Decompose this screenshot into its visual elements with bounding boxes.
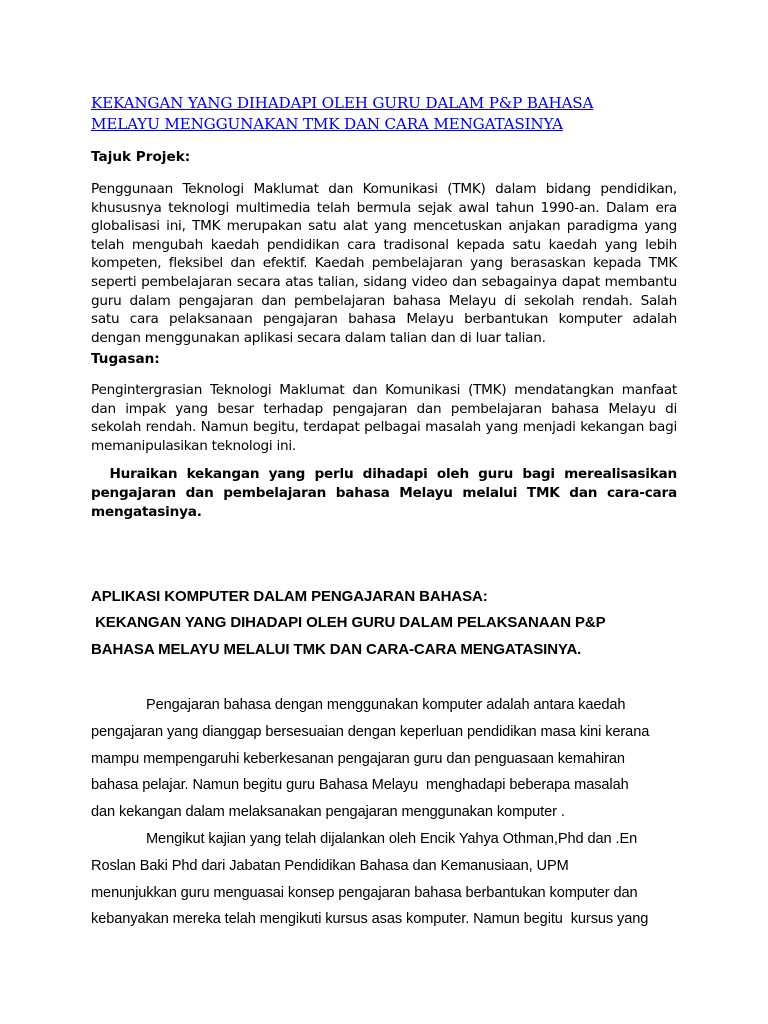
paragraph-line: Penggunaan Teknologi Maklumat dan Komunikasi (TMK) dalam bidang pendidikan, [91, 181, 677, 197]
body-line: Roslan Baki Phd dari Jabatan Pendidikan Bahasa dan Kemanusiaan, UPM [91, 857, 569, 874]
paragraph-line: telah mengubah kaedah pendidikan cara tradisonal kepada satu kaedah yang lebih [91, 236, 677, 253]
paragraph-line: kompeten, fleksibel dan efektif. Kaedah pembelajaran yang berasaskan kepada TMK [91, 255, 677, 272]
title-line-1[interactable]: KEKANGAN YANG DIHADAPI OLEH GURU DALAM P&P BAHASA [91, 94, 594, 112]
body-paragraph-2 [91, 826, 677, 933]
task-question [91, 465, 677, 523]
paragraph-line: Pengintergrasian Teknologi Maklumat dan Komunikasi (TMK) mendatangkan manfaat [91, 382, 677, 398]
body-line: bahasa pelajar. Namun begitu guru Bahasa Melayu menghadapi beberapa masalah [91, 777, 629, 794]
paragraph-line: guru dalam pengajaran dan pembelajaran bahasa Melayu di sekolah rendah. Salah [91, 292, 677, 309]
body-line: Mengikut kajian yang telah dijalankan oleh Encik Yahya Othman,Phd dan .En [146, 831, 638, 847]
body-line: mampu mempengaruhi keberkesanan pengajaran guru dan penguasaan kemahiran [91, 750, 625, 767]
body-line: kebanyakan mereka telah mengikuti kursus asas komputer. Namun begitu kursus yang [91, 911, 649, 928]
paragraph-line: sekolah rendah. Namun begitu, terdapat pelbagai masalah yang menjadi kekangan bagi [91, 419, 677, 436]
document-title-link[interactable] [91, 93, 677, 135]
tajuk-projek-label: Tajuk Projek: [91, 149, 191, 165]
paragraph-line: dengan menggunakan aplikasi secara dalam talian dan di luar talian. [91, 329, 546, 346]
paragraph-line: khususnya teknologi multimedia telah bermula sejak awal tahun 1990-an. Dalam era [91, 199, 677, 216]
paragraph-line: satu cara pelaksanaan pengajaran bahasa Melayu berbantukan komputer adalah [91, 311, 677, 328]
paragraph-line: dan impak yang besar terhadap pengajaran dan pembelajaran bahasa Melayu di [91, 400, 677, 417]
section-heading-line-3: BAHASA MELAYU MELALUI TMK DAN CARA-CARA MENGATASINYA. [91, 641, 582, 658]
tugasan-paragraph [91, 381, 677, 455]
task-line: pengajaran dan pembelajaran bahasa Melayu melalui TMK dan cara-cara [91, 485, 677, 502]
paragraph-line: seperti pembelajaran secara atas talian, sidang video dan sebagainya dapat membantu [91, 273, 677, 290]
body-line: dan kekangan dalam melaksanakan pengajaran menggunakan komputer . [91, 804, 565, 821]
body-line: Pengajaran bahasa dengan menggunakan komputer adalah antara kaedah [146, 697, 626, 713]
body-paragraph-1 [91, 692, 677, 826]
tugasan-label: Tugasan: [91, 351, 160, 367]
body-line: menunjukkan guru menguasai konsep pengajaran bahasa berbantukan komputer dan [91, 884, 638, 901]
section-heading-line-1: APLIKASI KOMPUTER DALAM PENGAJARAN BAHASA: [91, 588, 488, 605]
body-line: pengajaran yang dianggap bersesuaian dengan keperluan pendidikan masa kini kerana [91, 723, 650, 740]
task-line: Huraikan kekangan yang perlu dihadapi oleh guru bagi merealisasikan [91, 466, 677, 482]
task-line: mengatasinya. [91, 504, 202, 521]
tajuk-projek-paragraph [91, 180, 677, 347]
paragraph-line: memanipulasikan teknologi ini. [91, 437, 296, 454]
section-heading-line-2: KEKANGAN YANG DIHADAPI OLEH GURU DALAM PELAKSANAAN P&P [91, 614, 606, 631]
title-line-2[interactable]: MELAYU MENGGUNAKAN TMK DAN CARA MENGATASINYA [91, 115, 563, 133]
paragraph-line: globalisasi ini, TMK merupakan satu alat yang mencetuskan anjakan paradigma yang [91, 218, 677, 235]
